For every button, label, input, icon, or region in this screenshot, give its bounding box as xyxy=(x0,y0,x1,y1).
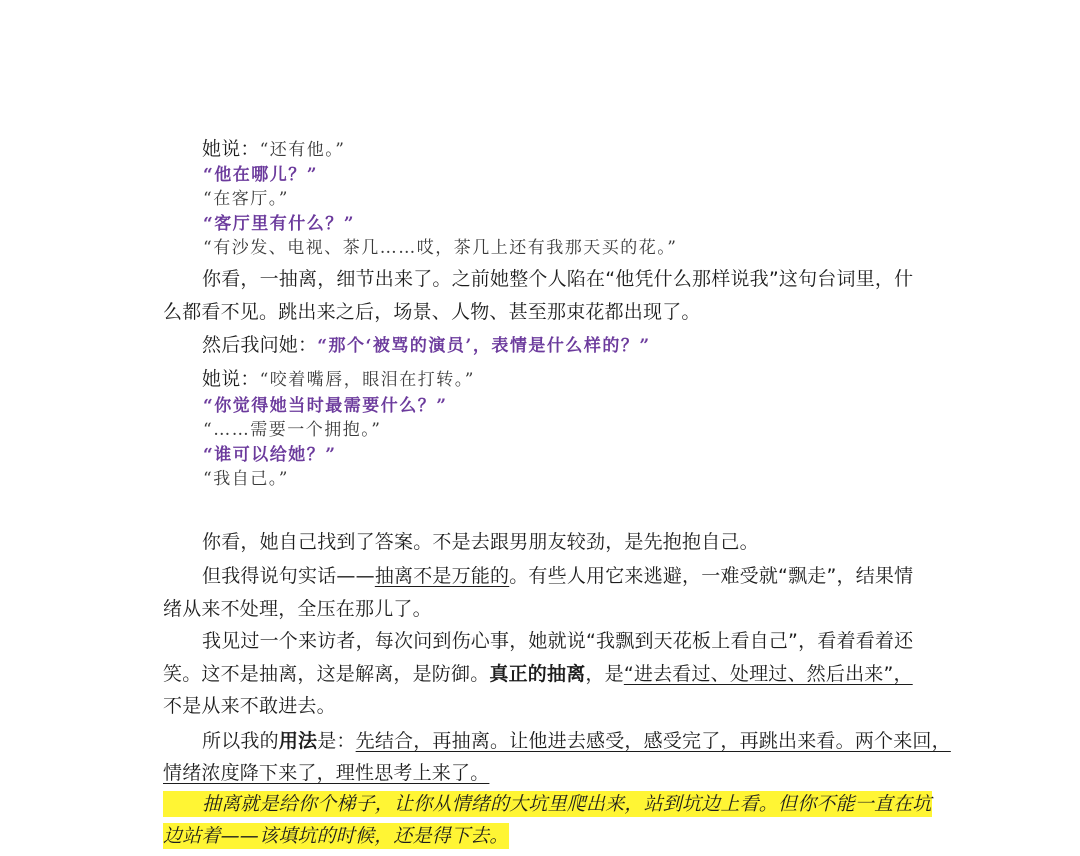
speaker-text: 她说： xyxy=(202,368,260,390)
dialogue-reply: “我自己。” xyxy=(203,469,289,489)
bold-text: 用法 xyxy=(278,730,318,752)
bold-text: 真正的抽离 xyxy=(489,663,586,685)
dialogue-reply: “咬着嘴唇，眼泪在打转。” xyxy=(259,370,475,390)
paragraph-line: 你看，一抽离，细节出来了。之前她整个人陷在“他凭什么那样说我”这句台词里，什 xyxy=(202,268,914,290)
paragraph-line xyxy=(202,728,951,754)
dialogue-line xyxy=(202,136,346,163)
dialogue-question: “你觉得她当时最需要什么？” xyxy=(203,396,448,416)
dialogue-reply: “还有他。” xyxy=(259,140,346,160)
underlined-text: 先结合，再抽离。让他进去感受，感受完了，再跳出来看。两个来回， xyxy=(355,730,951,752)
underlined-text: “进去看过、处理过、然后出来”， xyxy=(623,663,913,685)
text-run: 所以我的 xyxy=(202,730,279,752)
dialogue-line xyxy=(202,366,475,393)
paragraph-line: 么都看不见。跳出来之后，场景、人物、甚至那束花都出现了。 xyxy=(163,301,701,323)
dialogue-line xyxy=(202,332,651,359)
speaker-text: 然后我问她： xyxy=(202,334,318,356)
text-run: 笑。这不是抽离，这是解离，是防御。 xyxy=(163,663,490,685)
underlined-text: 抽离不是万能的 xyxy=(374,565,510,587)
text-run: 但我得说句实话—— xyxy=(202,565,375,587)
dialogue-reply: “在客厅。” xyxy=(203,189,289,209)
dialogue-reply: “……需要一个拥抱。” xyxy=(203,420,382,440)
paragraph-line: 我见过一个来访者，每次问到伤心事，她就说“我飘到天花板上看自己”，看着看着还 xyxy=(202,630,914,652)
text-run: ，是 xyxy=(585,663,624,685)
highlighted-text: 边站着——该填坑的时候，还是得下去。 xyxy=(163,825,509,847)
highlighted-text: 抽离就是给你个梯子，让你从情绪的大坑里爬出来，站到坑边上看。但你不能一直在坑 xyxy=(163,791,932,817)
paragraph-line: 绪从来不处理，全压在那儿了。 xyxy=(163,598,432,620)
dialogue-question: “他在哪儿？” xyxy=(203,165,319,185)
paragraph-line xyxy=(163,661,913,687)
paragraph-line: 你看，她自己找到了答案。不是去跟男朋友较劲，是先抱抱自己。 xyxy=(202,531,759,553)
dialogue-question: “客厅里有什么？” xyxy=(203,214,356,234)
paragraph-line xyxy=(202,563,913,589)
paragraph-line: 不是从来不敢进去。 xyxy=(163,695,336,717)
speaker-text: 她说： xyxy=(202,138,260,160)
dialogue-reply: “有沙发、电视、茶几……哎，茶几上还有我那天买的花。” xyxy=(203,238,678,258)
text-run: 。有些人用它来逃避，一难受就“飘走”，结果情 xyxy=(509,565,914,587)
underlined-text: 情绪浓度降下来了，理性思考上来了。 xyxy=(163,762,490,784)
dialogue-question: “那个‘被骂的演员’，表情是什么样的？” xyxy=(317,336,651,356)
text-run: 是： xyxy=(317,730,356,752)
dialogue-question: “谁可以给她？” xyxy=(203,445,337,465)
